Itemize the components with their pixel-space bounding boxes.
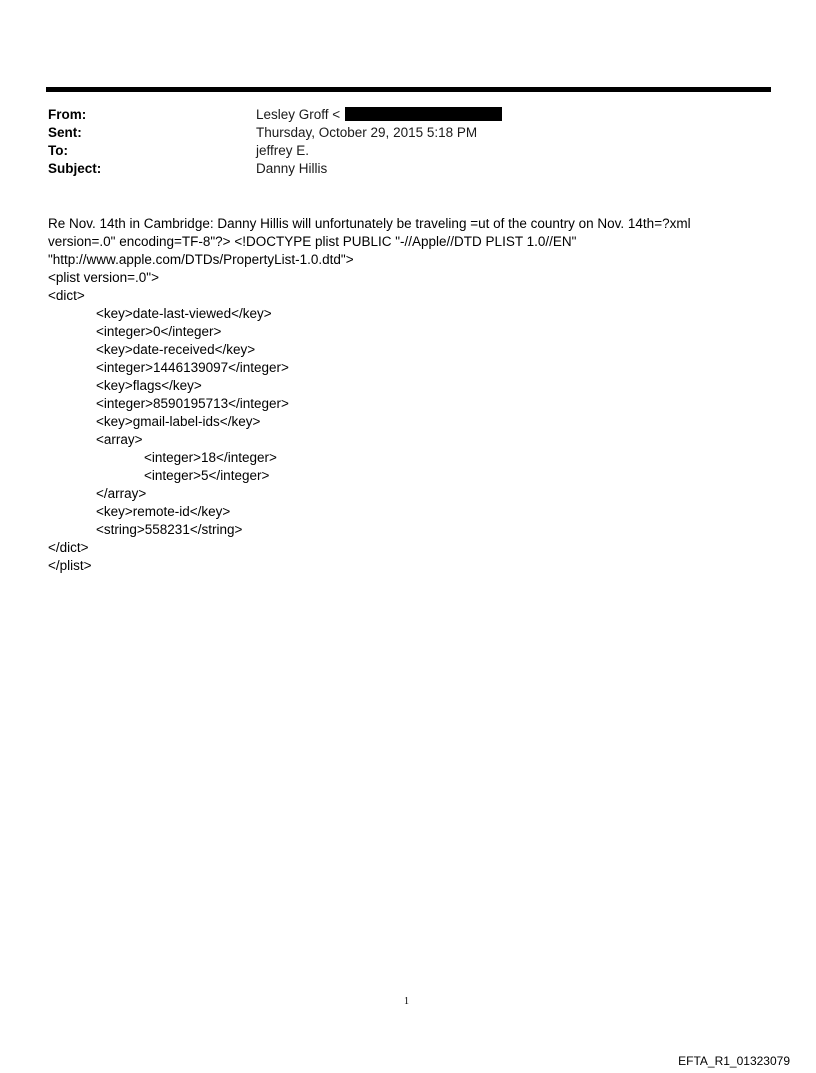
body-line: <key>remote-id</key> — [96, 504, 231, 519]
to-label: To: — [48, 143, 68, 158]
page-number: 1 — [404, 996, 409, 1007]
subject-label: Subject: — [48, 161, 102, 176]
sent-value: Thursday, October 29, 2015 5:18 PM — [256, 125, 478, 140]
body-line: <integer>5</integer> — [144, 468, 270, 483]
body-line: <key>date-received</key> — [96, 342, 256, 357]
body-line: Re Nov. 14th in Cambridge: Danny Hillis will unfortunately be traveling =ut of the country on Nov. 14th=?xml — [48, 216, 691, 231]
sent-label: Sent: — [48, 125, 82, 140]
subject-value: Danny Hillis — [256, 161, 328, 176]
from-label: From: — [48, 107, 87, 122]
body-line: version=.0" encoding=TF-8"?> <!DOCTYPE plist PUBLIC "-//Apple//DTD PLIST 1.0//EN" — [48, 234, 577, 249]
body-line: <key>flags</key> — [96, 378, 202, 393]
to-value: jeffrey E. — [256, 143, 310, 158]
email-body — [48, 215, 738, 575]
body-line: "http://www.apple.com/DTDs/PropertyList-1.0.dtd"> — [48, 252, 354, 267]
body-line: </plist> — [48, 558, 92, 573]
body-line: <integer>1446139097</integer> — [96, 360, 289, 375]
body-line: <integer>18</integer> — [144, 450, 277, 465]
body-line: </array> — [96, 486, 147, 501]
header-rule — [46, 87, 771, 92]
redaction-block — [345, 107, 502, 121]
from-value — [256, 106, 502, 124]
body-line: <key>gmail-label-ids</key> — [96, 414, 261, 429]
body-line: <plist version=.0"> — [48, 270, 159, 285]
body-line: <integer>0</integer> — [96, 324, 222, 339]
body-line: <key>date-last-viewed</key> — [96, 306, 272, 321]
body-line: <dict> — [48, 288, 85, 303]
body-line: </dict> — [48, 540, 89, 555]
document-id: EFTA_R1_01323079 — [678, 1054, 790, 1068]
body-line: <string>558231</string> — [96, 522, 243, 537]
body-line: <array> — [96, 432, 143, 447]
from-name: Lesley Groff < — [256, 107, 341, 122]
body-line: <integer>8590195713</integer> — [96, 396, 289, 411]
